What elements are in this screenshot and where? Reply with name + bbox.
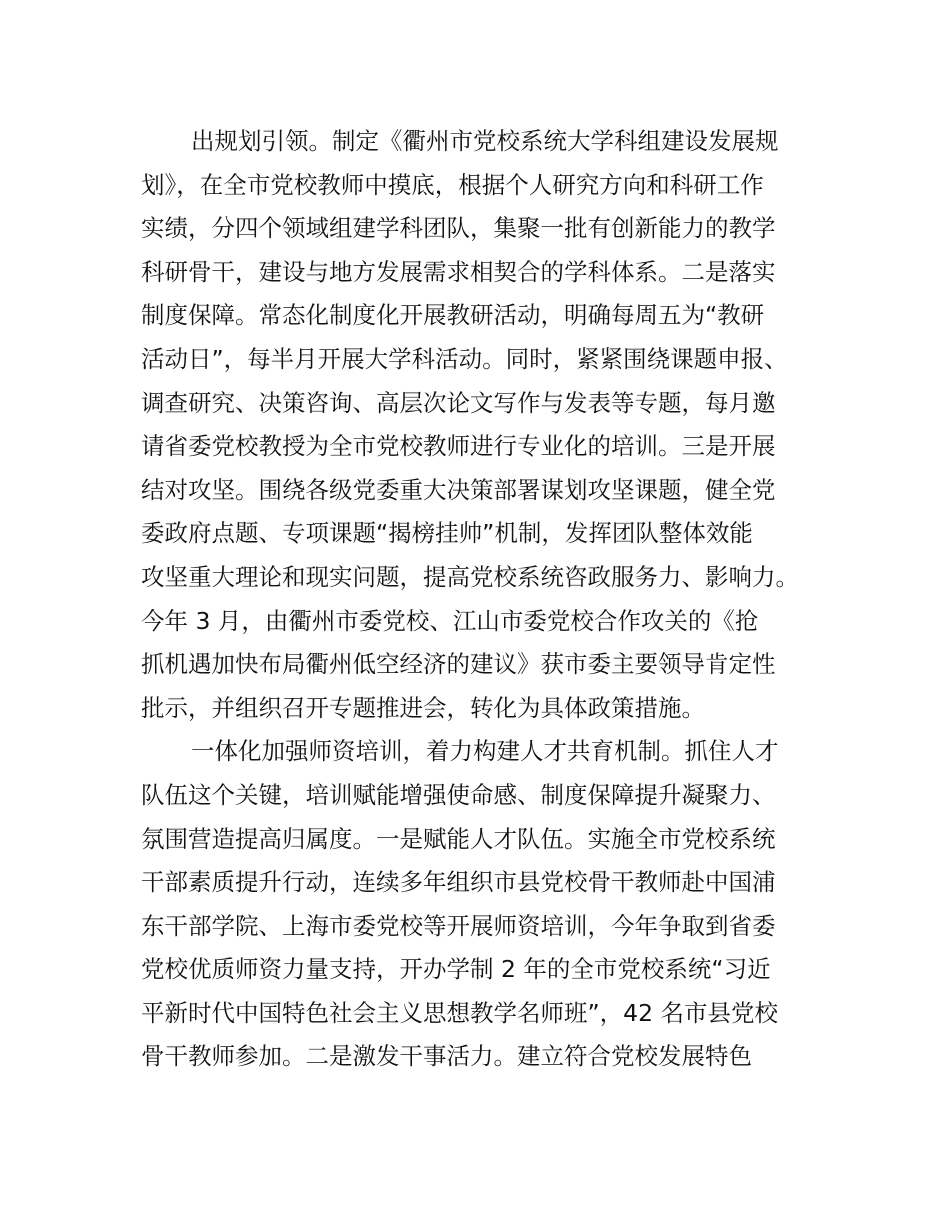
text-line: 攻坚重大理论和现实问题，提高党校系统咨政服务力、影响力。: [141, 562, 799, 591]
text-line: 制度保障。常态化制度化开展教研活动，明确每周五为“教研: [141, 301, 765, 330]
text-line: 请省委党校教授为全市党校教师进行专业化的培训。三是开展: [141, 432, 776, 461]
text-line: 划》，在全市党校教师中摸底，根据个人研究方向和科研工作: [141, 170, 764, 199]
paragraph-2: [141, 730, 813, 1079]
paragraph-1: [141, 120, 813, 730]
text-line: 委政府点题、专项课题“揭榜挂帅”机制，发挥团队整体效能: [141, 519, 753, 548]
text-line: 抓机遇加快布局衢州低空经济的建议》获市委主要领导肯定性: [141, 650, 776, 679]
text-line: 氛围营造提高归属度。一是赋能人才队伍。实施全市党校系统: [141, 824, 776, 853]
text-line: 活动日”，每半月开展大学科活动。同时，紧紧围绕课题申报、: [141, 344, 788, 373]
text-line: 队伍这个关键，培训赋能增强使命感、制度保障提升凝聚力、: [141, 780, 776, 809]
text-line: 东干部学院、上海市委党校等开展师资培训，今年争取到省委: [141, 911, 776, 940]
text-line: 实绩，分四个领域组建学科团队，集聚一批有创新能力的教学: [141, 214, 776, 243]
document-page: [141, 120, 813, 1079]
text-line: 今年 3 月，由衢州市委党校、江山市委党校合作攻关的《抢: [141, 606, 759, 635]
text-line: 结对攻坚。围绕各级党委重大决策部署谋划攻坚课题，健全党: [141, 475, 776, 504]
text-line: 调查研究、决策咨询、高层次论文写作与发表等专题，每月邀: [141, 388, 776, 417]
text-line: 骨干教师参加。二是激发干事活力。建立符合党校发展特色: [141, 1042, 752, 1071]
text-line: 一体化加强师资培训，着力构建人才共育机制。抓住人才: [191, 737, 779, 766]
text-line: 党校优质师资力量支持，开办学制 2 年的全市党校系统“习近: [141, 955, 771, 984]
text-line: 平新时代中国特色社会主义思想教学名师班”，42 名市县党校: [141, 998, 779, 1027]
text-line: 出规划引领。制定《衢州市党校系统大学科组建设发展规: [191, 127, 779, 155]
text-line: 科研骨干，建设与地方发展需求相契合的学科体系。二是落实: [141, 257, 776, 286]
text-line: 批示，并组织召开专题推进会，转化为具体政策措施。: [141, 693, 705, 722]
text-line: 干部素质提升行动，连续多年组织市县党校骨干教师赴中国浦: [141, 868, 776, 897]
